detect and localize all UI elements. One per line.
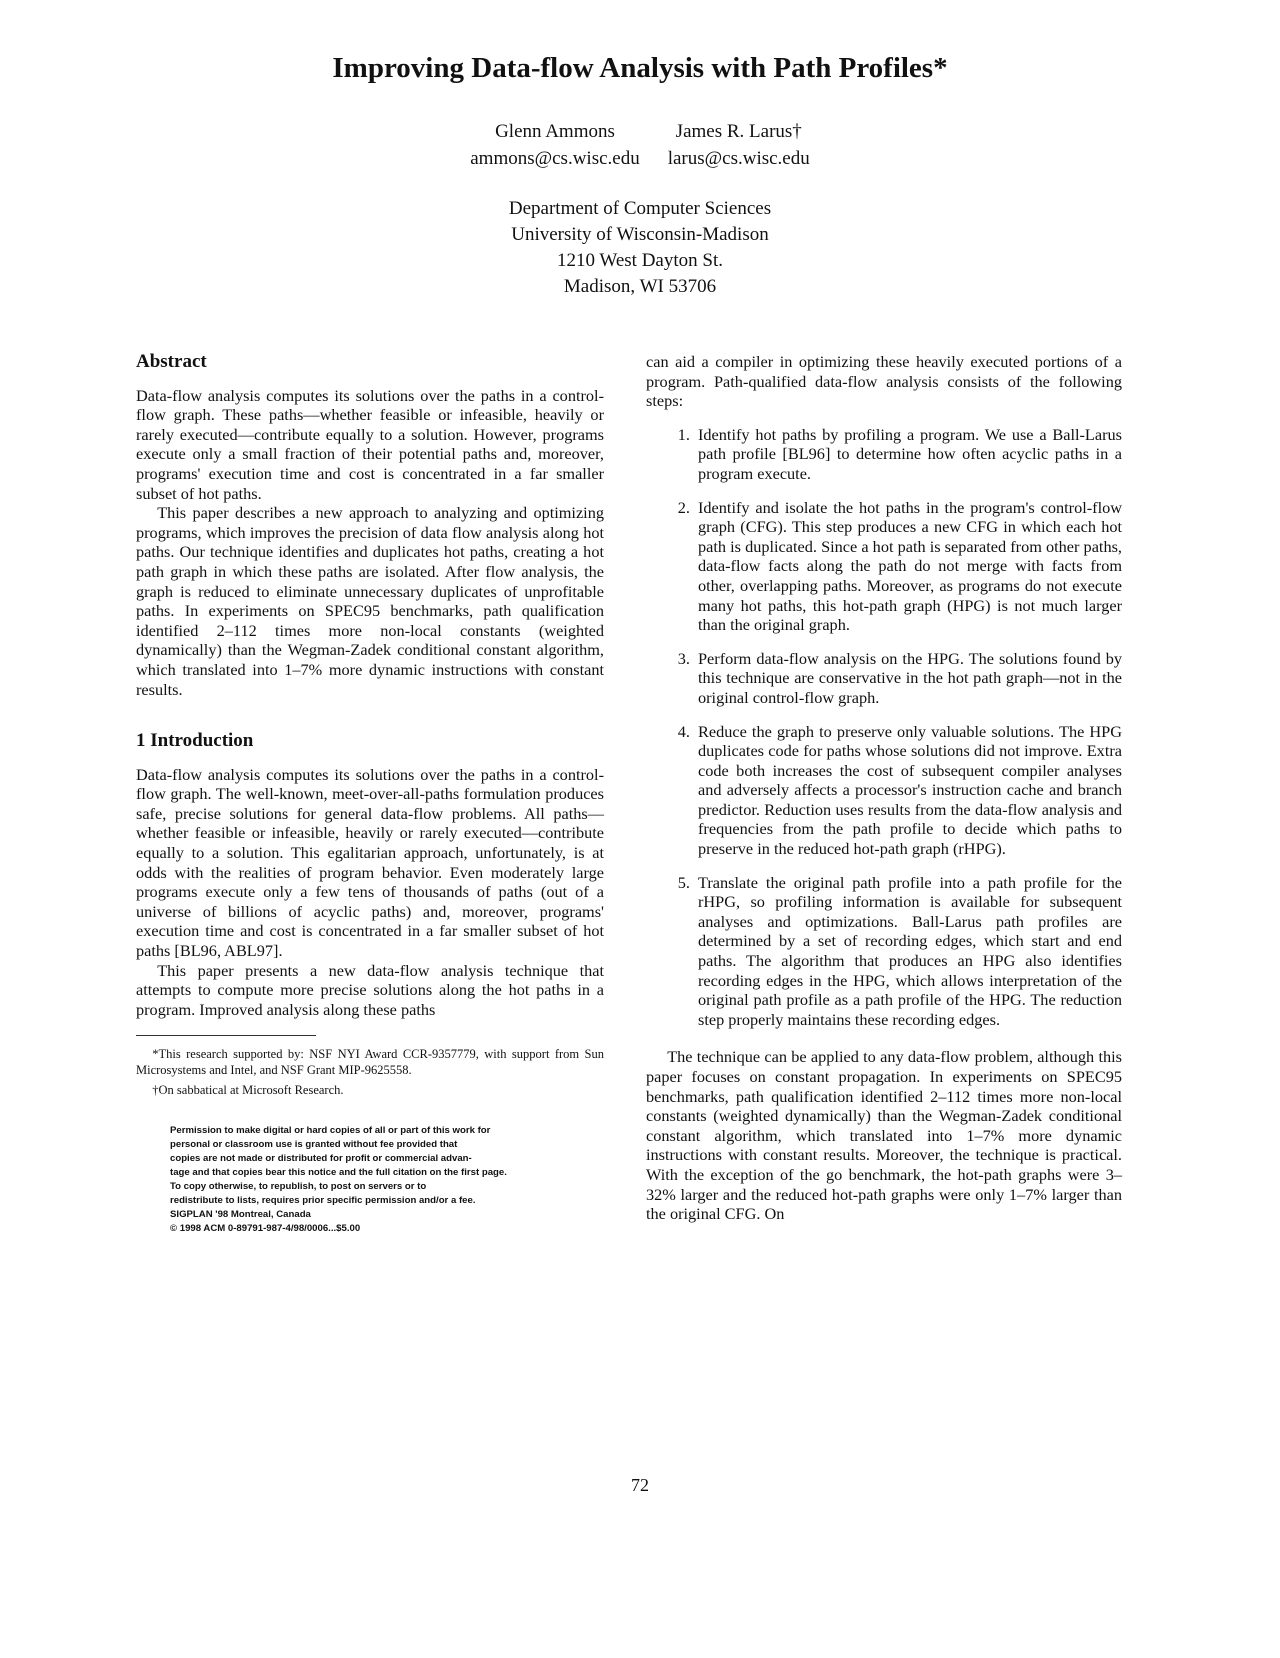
permission-line: personal or classroom use is granted without fee provided that bbox=[170, 1139, 458, 1151]
step-item: 3. Perform data-flow analysis on the HPG. The solutions found by this technique are conservative in the hot path graph—not in the original control-flow graph. bbox=[694, 649, 1122, 708]
author-email: larus@cs.wisc.edu bbox=[667, 148, 810, 169]
steps-list bbox=[646, 425, 1122, 1030]
affiliation-line: 1210 West Dayton St. bbox=[557, 250, 723, 271]
permission-line: tage and that copies bear this notice and the full citation on the first page. bbox=[170, 1167, 507, 1179]
permission-notice bbox=[170, 1124, 604, 1236]
paragraph: can aid a compiler in optimizing these heavily executed portions of a program. Path-qualified data-flow analysis consists of the following steps: bbox=[646, 352, 1122, 411]
paper-title: Improving Data-flow Analysis with Path Profiles* bbox=[332, 52, 948, 84]
permission-line: SIGPLAN '98 Montreal, Canada bbox=[170, 1209, 311, 1221]
page-number: 72 bbox=[631, 1475, 649, 1495]
author-name: Glenn Ammons bbox=[495, 121, 615, 142]
intro-paragraph: Data-flow analysis computes its solutions over the paths in a control-flow graph. The well-known, meet-over-all-paths formulation produces safe, precise solutions for general data-flow problems. All paths—whether feasible or infeasible, heavily or rarely executed—contribute equally to a solution. This egalitarian approach, unfortunately, is at odds with the realities of program behavior. Even moderately large programs execute only a few tens of thousands of paths (out of a universe of billions of acyclic paths) and, moreover, programs' execution time and cost is concentrated in a far smaller subset of hot paths [BL96, ABL97]. bbox=[136, 764, 604, 961]
permission-line: © 1998 ACM 0-89791-987-4/98/0006...$5.00 bbox=[170, 1223, 361, 1235]
step-item: 2. Identify and isolate the hot paths in the program's control-flow graph (CFG). This step produces a new CFG in which each hot path is duplicated. Since a hot path is separated from other paths, data-flow facts along the path do not merge with facts from other, overlapping paths. Moreover, as programs do not execute many hot paths, this hot-path graph (HPG) is not much larger than the original graph. bbox=[694, 498, 1122, 635]
intro-paragraph: This paper presents a new data-flow analysis technique that attempts to compute more precise solutions along the hot paths in a program. Improved analysis along these paths bbox=[136, 960, 604, 1019]
footnote: *This research supported by: NSF NYI Award CCR-9357779, with support from Sun Microsystems and Intel, and NSF Grant MIP-9625558. bbox=[136, 1047, 604, 1078]
step-item: 4. Reduce the graph to preserve only valuable solutions. The HPG duplicates code for paths whose solutions did not improve. Extra code both increases the cost of subsequent compiler analyses and adversely affects a processor's instruction cache and branch predictor. Reduction uses results from the data-flow analysis and frequencies from the path profile to decide which paths to preserve in the reduced hot-path graph (rHPG). bbox=[694, 722, 1122, 859]
right-column bbox=[646, 352, 1122, 1224]
author-email: ammons@cs.wisc.edu bbox=[470, 148, 640, 169]
permission-line: To copy otherwise, to republish, to post on servers or to bbox=[170, 1181, 427, 1193]
footnotes bbox=[136, 1035, 604, 1098]
footnote: †On sabbatical at Microsoft Research. bbox=[152, 1083, 344, 1098]
step-item: 1. Identify hot paths by profiling a program. We use a Ball-Larus path profile [BL96] to determine how often acyclic paths in a program execute. bbox=[694, 425, 1122, 484]
abstract-heading: Abstract bbox=[136, 351, 207, 372]
permission-line: Permission to make digital or hard copies of all or part of this work for bbox=[170, 1125, 491, 1137]
abstract-paragraph: This paper describes a new approach to analyzing and optimizing programs, which improves the precision of data flow analysis along hot paths. Our technique identifies and duplicates hot paths, creating a hot path graph in which these paths are isolated. After flow analysis, the graph is reduced to eliminate unnecessary duplicates of unprofitable paths. In experiments on SPEC95 benchmarks, path qualification identified 2–112 times more non-local constants (weighted dynamically) than the Wegman-Zadek conditional constant algorithm, which translated into 1–7% more dynamic instructions with constant results. bbox=[136, 503, 604, 699]
affiliation-line: Madison, WI 53706 bbox=[563, 276, 717, 297]
affiliation bbox=[0, 196, 1280, 300]
permission-line: redistribute to lists, requires prior specific permission and/or a fee. bbox=[170, 1195, 476, 1207]
step-item: 5. Translate the original path profile into a path profile for the rHPG, so profiling information is available for subsequent analyses and optimizations. Ball-Larus path profiles are determined by a set of recording edges, which start and end paths. The algorithm that produces an HPG also identifies recording edges in the HPG, which allows interpretation of the original path profile as a path profile of the HPG. The reduction step properly maintains these recording edges. bbox=[694, 873, 1122, 1030]
author bbox=[668, 118, 810, 172]
intro-heading: 1 Introduction bbox=[136, 730, 254, 752]
author bbox=[470, 118, 639, 172]
affiliation-line: Department of Computer Sciences bbox=[508, 198, 772, 219]
authors bbox=[0, 118, 1280, 172]
affiliation-line: University of Wisconsin-Madison bbox=[511, 224, 769, 245]
author-name: James R. Larus† bbox=[675, 121, 802, 142]
left-column bbox=[136, 352, 604, 1236]
abstract-paragraph: Data-flow analysis computes its solutions over the paths in a control-flow graph. These paths—whether feasible or infeasible, heavily or rarely executed—contribute equally to a solution. However, programs execute only a small fraction of their potential paths and, moreover, programs' execution time and cost is concentrated in a far smaller subset of hot paths. bbox=[136, 385, 604, 503]
paragraph: The technique can be applied to any data-flow problem, although this paper focuses on constant propagation. In experiments on SPEC95 benchmarks, path qualification identified 2–112 times more non-local constants (weighted dynamically) than the Wegman-Zadek conditional constant algorithm, which translated into 1–7% more dynamic instructions with constant results. Moreover, the technique is practical. With the exception of the go benchmark, the hot-path graphs were 3–32% larger and the reduced hot-path graphs were only 1–7% larger than the original CFG. On bbox=[646, 1047, 1122, 1224]
permission-line: copies are not made or distributed for profit or commercial advan- bbox=[170, 1153, 472, 1165]
